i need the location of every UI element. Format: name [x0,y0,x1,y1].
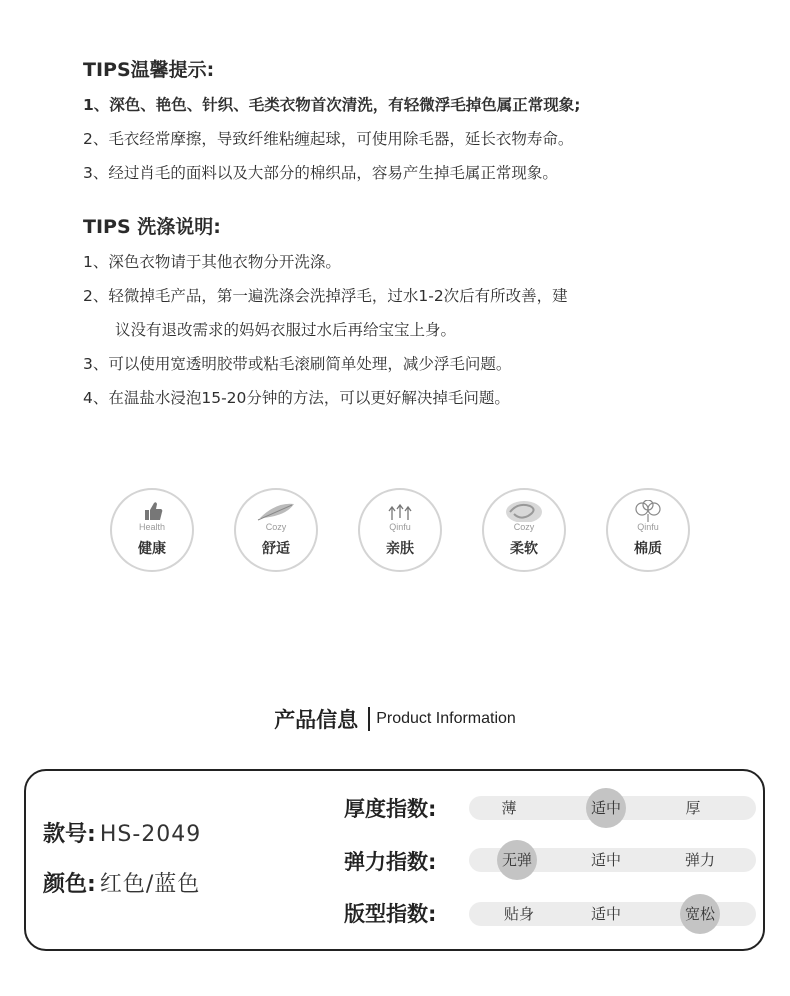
index-option: 无弹 [501,851,532,869]
arrows-up-icon [360,500,440,522]
product-info-card [24,769,765,951]
feature-label-en: Qinfu [389,522,411,532]
feature-label-cn: 健康 [138,541,166,557]
tips-wash-line: 2、轻微掉毛产品，第一遍洗涤会洗掉浮毛，过水1-2次后有所改善，建 [83,287,568,305]
product-info-heading [0,704,790,734]
tips-wash-line: 3、可以使用宽透明胶带或粘毛滚刷简单处理，减少浮毛问题。 [83,355,512,373]
fit-index-bar [469,902,756,926]
tips-warm-line: 2、毛衣经常摩擦，导致纤维粘缠起球，可使用除毛器，延长衣物寿命。 [83,130,574,148]
feature-label-cn: 舒适 [262,541,290,557]
model-value: HS-2049 [99,822,202,847]
index-option: 弹力 [684,851,715,869]
feature-label-cn: 柔软 [510,541,538,557]
index-option: 贴身 [503,905,534,923]
color-info [43,867,200,898]
tips-warm-section [83,58,723,190]
feature-label-cn: 棉质 [634,541,662,557]
thickness-index-bar [469,796,756,820]
feature-soft [482,488,566,572]
feature-label-en: Cozy [513,522,535,532]
product-info-title-en: Product Information [376,710,516,727]
thickness-index-label: 厚度指数: [344,797,437,821]
feature-skin [358,488,442,572]
index-option: 薄 [501,799,517,817]
fit-index-label: 版型指数: [344,902,437,926]
feature-icons-row [110,488,690,578]
feature-health [110,488,194,572]
elasticity-index-label: 弹力指数: [344,850,437,874]
feature-label-en: Qinfu [637,522,659,532]
index-option: 适中 [590,905,621,923]
tips-warm-title: TIPS温馨提示: [83,59,215,81]
tips-wash-line: 4、在温盐水浸泡15-20分钟的方法，可以更好解决掉毛问题。 [83,389,510,407]
index-option: 适中 [590,851,621,869]
color-label: 颜色: [43,872,96,897]
model-number [43,817,201,848]
index-option: 适中 [590,799,621,817]
thumbs-up-icon [112,500,192,522]
feature-cotton [606,488,690,572]
model-label: 款号: [43,822,96,847]
index-option: 宽松 [684,905,715,923]
color-value: 红色/蓝色 [99,872,201,897]
index-option: 厚 [685,799,701,817]
feature-label-cn: 亲肤 [386,541,414,557]
tips-warm-line: 1、深色、艳色、针织、毛类衣物首次清洗，有轻微浮毛掉色属正常现象; [83,96,581,114]
cotton-icon [608,500,688,522]
heading-divider [368,707,370,731]
tips-warm-line: 3、经过肖毛的面料以及大部分的棉织品，容易产生掉毛属正常现象。 [83,164,558,182]
tips-wash-line: 议没有退改需求的妈妈衣服过水后再给宝宝上身。 [115,321,457,339]
swirl-icon [484,500,564,522]
feature-label-en: Health [138,522,165,532]
product-info-title-cn: 产品信息 [274,708,359,732]
feature-cozy [234,488,318,572]
tips-wash-line: 1、深色衣物请于其他衣物分开洗涤。 [83,253,341,271]
tips-wash-title: TIPS 洗涤说明: [83,216,221,238]
feature-label-en: Cozy [265,522,287,532]
elasticity-index-bar [469,848,756,872]
tips-wash-section [83,215,723,415]
feather-icon [236,500,316,522]
